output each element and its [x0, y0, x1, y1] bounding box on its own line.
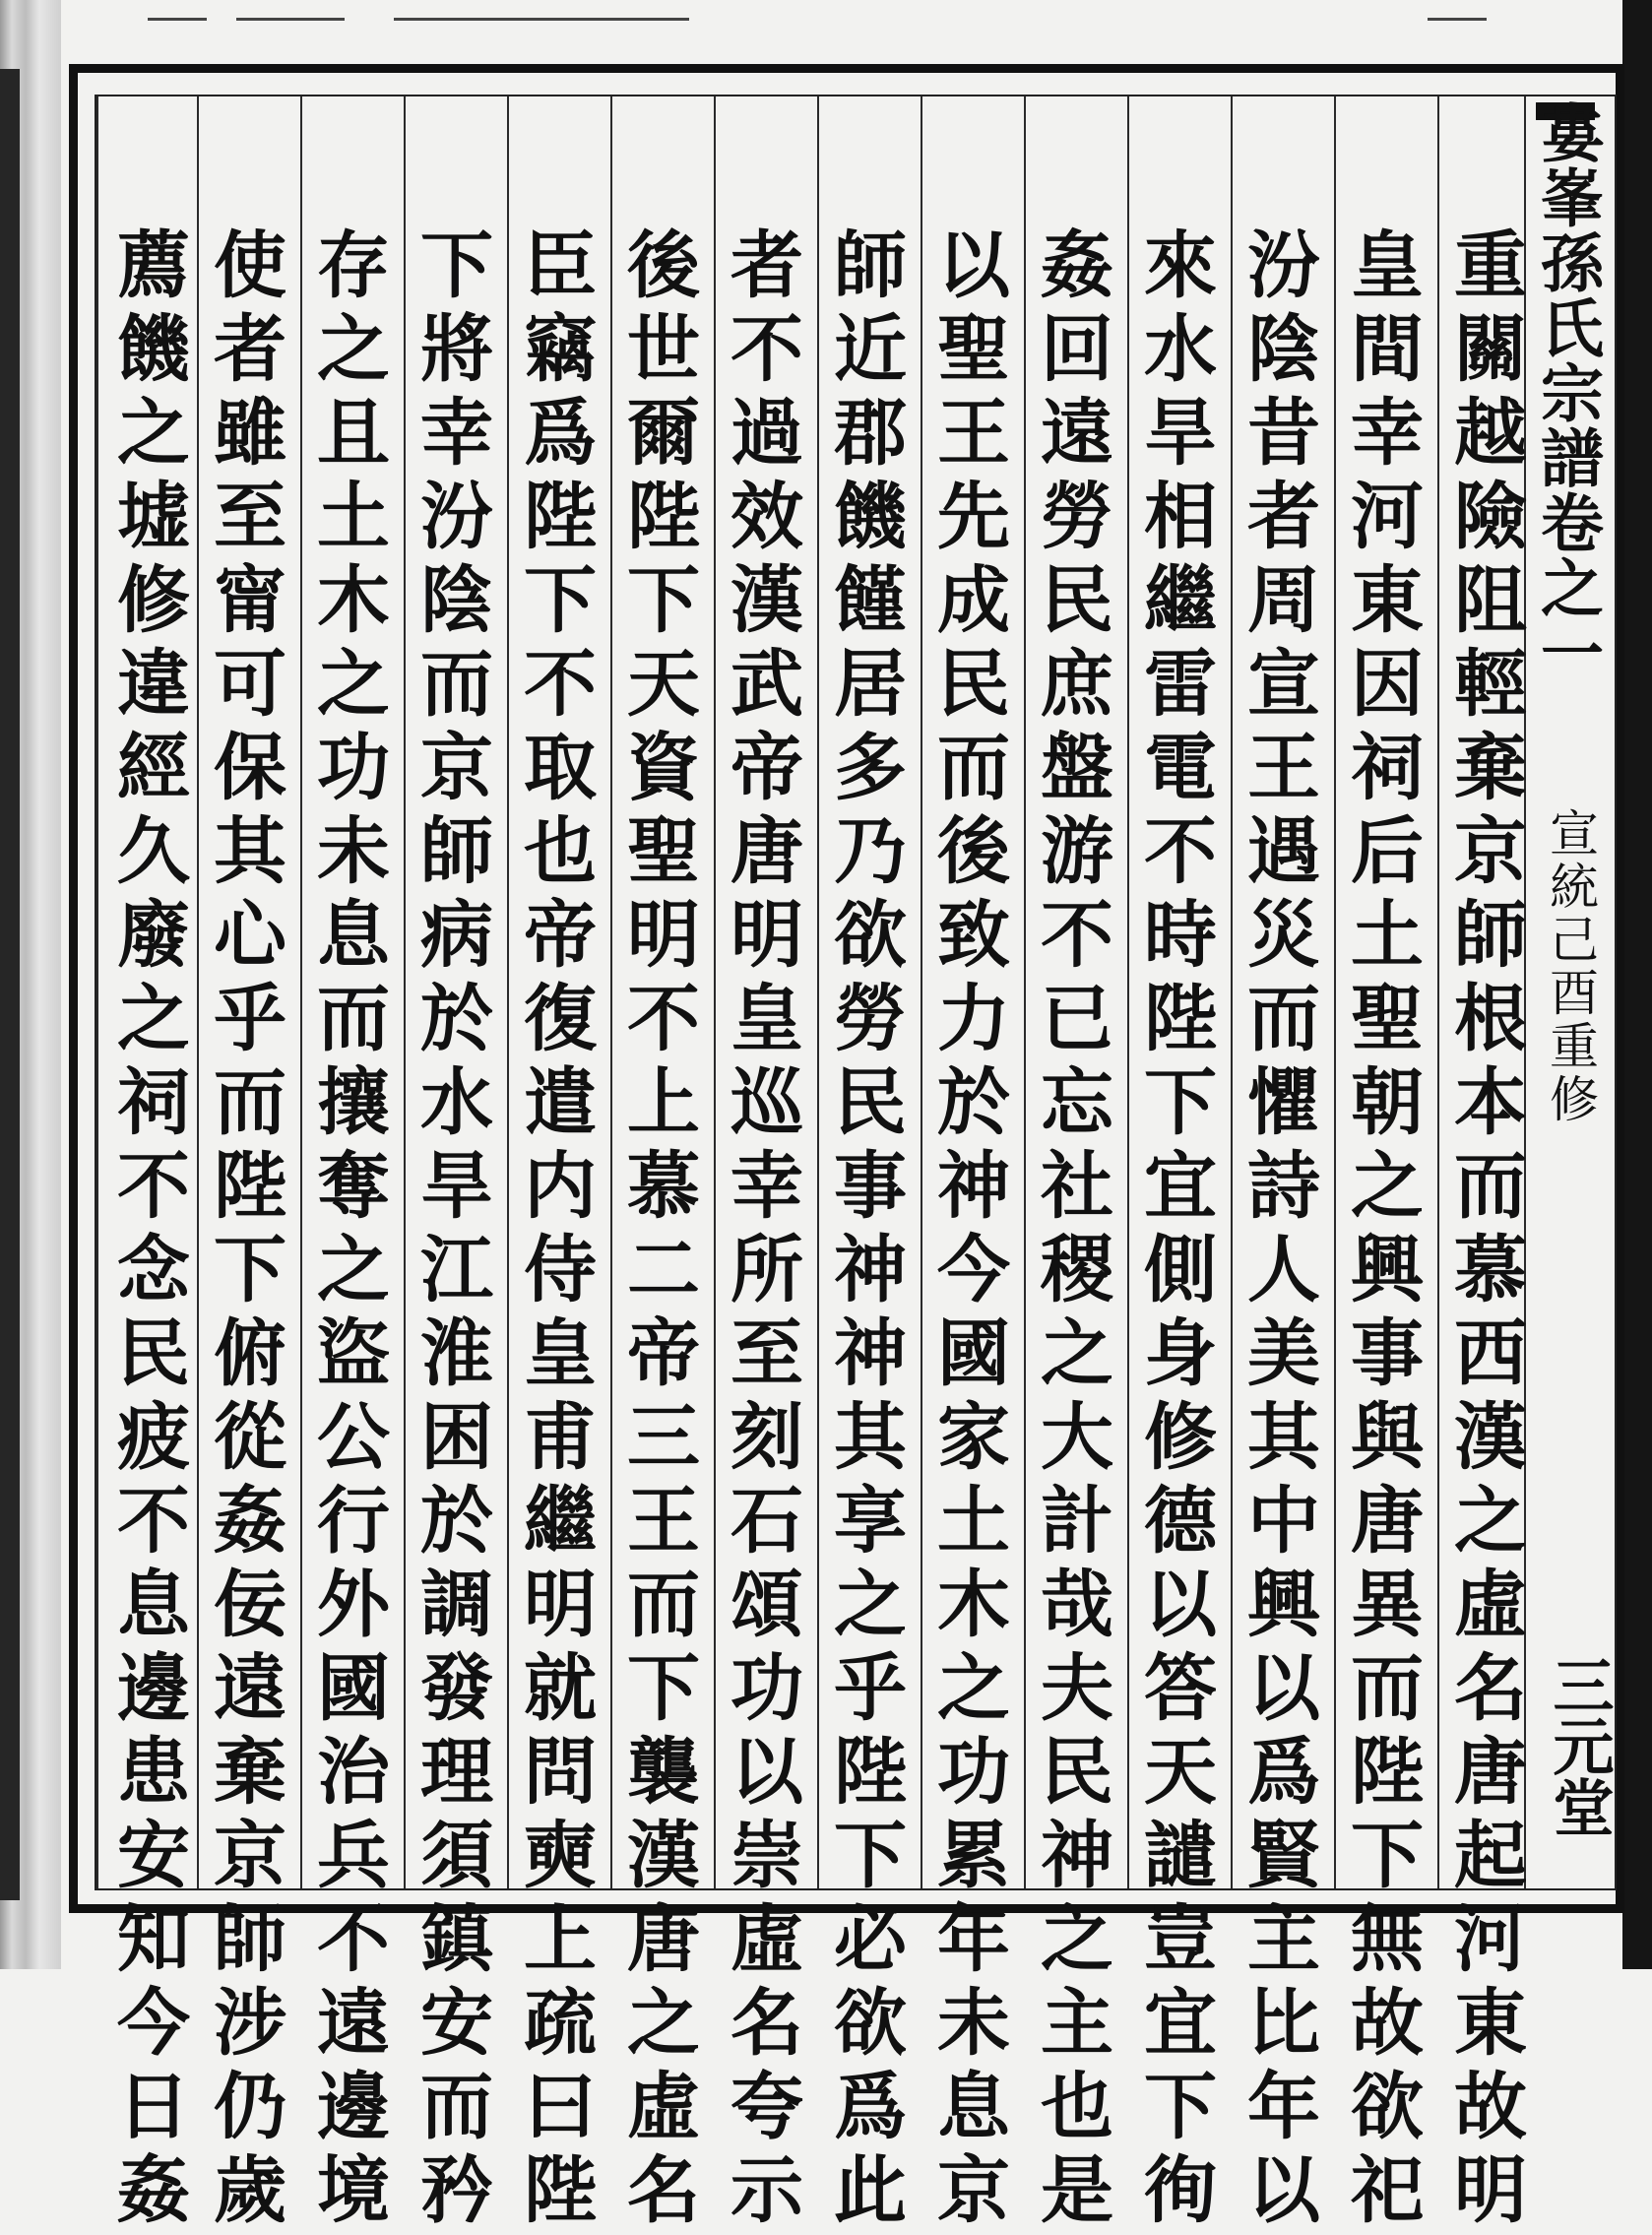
text-column: 以聖王先成民而後致力於神今國家土木之功累年未息京 [925, 226, 1010, 2235]
text-column: 薦饑之墟修違經久廢之祠不念民疲不息邊患安知今日姦 [105, 226, 190, 2235]
top-margin-mark [148, 18, 207, 21]
text-column: 來水旱相繼雷電不時陛下宜側身修德以答天譴豈宜下徇 [1132, 226, 1217, 2235]
book-spine-edge [0, 0, 61, 1969]
text-column: 後世爾陛下天資聖明不上慕二帝三王而下襲漢唐之虛名 [615, 226, 700, 2235]
text-column: 使者雖至甯可保其心乎而陛下俯從姦佞遠棄京師涉仍歲 [202, 226, 286, 2235]
volume-text: 卷之一 [1530, 490, 1604, 685]
text-column: 存之且土木之功未息而攘奪之盜公行外國治兵不遠邊境 [305, 226, 390, 2235]
title-text: 婁峯孫氏宗譜 [1530, 100, 1604, 490]
text-column: 皇間幸河東因祠后土聖朝之興事與唐異而陛下無故欲祀 [1339, 226, 1424, 2235]
genealogy-title [1528, 100, 1605, 685]
top-margin-mark [236, 18, 345, 21]
text-column: 下將幸汾陰而京師病於水旱江淮困於調發理須鎮安而矜 [409, 226, 493, 2235]
text-column: 者不過效漢武帝唐明皇巡幸所至刻石頌功以崇虛名夸示 [719, 226, 803, 2235]
text-column: 師近郡饑饉居多乃欲勞民事神神其享之乎陛下必欲爲此 [822, 226, 907, 2235]
page-right-edge [1622, 0, 1652, 1969]
text-column: 汾陰昔者周宣王遇災而懼詩人美其中興以爲賢主比年以 [1236, 226, 1320, 2235]
edition-note: 宣統己酉重修 [1542, 807, 1599, 1126]
hall-name: 三元堂 [1543, 1654, 1615, 1837]
top-margin-mark [1428, 18, 1487, 21]
text-column: 姦回遠勞民庶盤游不已忘社稷之大計哉夫民神之主也是 [1029, 226, 1113, 2235]
top-margin-mark [394, 18, 689, 21]
text-column: 臣竊爲陛下不取也帝復遣内侍皇甫繼明就問奭上疏曰陛 [512, 226, 597, 2235]
text-column: 重關越險阻輕棄京師根本而慕西漢之虛名唐起河東故明 [1442, 226, 1527, 2235]
